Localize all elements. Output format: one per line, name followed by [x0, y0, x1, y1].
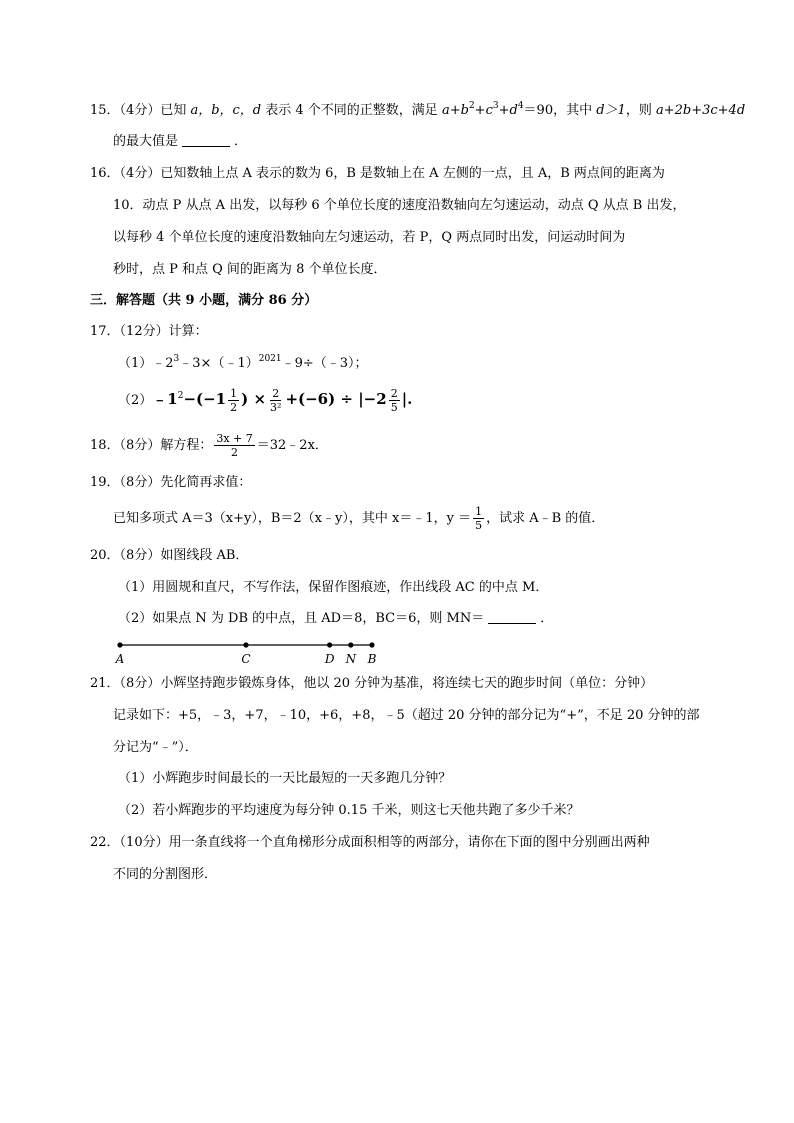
q21-part1: （1）小辉跑步时间最长的一天比最短的一天多跑几分钟？ — [118, 771, 452, 786]
q16-line4: 秒时，点 P 和点 Q 间的距离为 8 个单位长度． — [113, 262, 387, 277]
q19-body — [113, 504, 604, 534]
q17-p2-exp: 2 — [177, 391, 184, 401]
q17-part2 — [118, 384, 412, 416]
section3-heading: 三．解答题（共 9 小题，满分 86 分） — [90, 293, 318, 308]
q15-vars: a，b，c，d — [190, 103, 262, 118]
segment-point-n — [348, 642, 353, 647]
q15-eq-b: +b — [449, 103, 469, 118]
q15-eq-rhs: ＝90，其中 — [523, 103, 597, 118]
q17-p2-label: （2） — [118, 393, 153, 408]
segment-point-a — [117, 642, 122, 647]
q19-body-b: ，试求 A﹣B 的值． — [486, 511, 605, 526]
q20-p2-text: （2）如果点 N 为 DB 的中点，且 AD＝8，BC＝6，则 MN＝ — [118, 611, 485, 626]
segment-label-d: D — [324, 652, 335, 666]
q20-p2-end: ． — [540, 611, 554, 626]
q20-answer-blank — [488, 611, 536, 624]
segment-point-b — [369, 642, 374, 647]
q17-title: 17．（12分）计算： — [90, 324, 208, 339]
q17-p1-a: （1）﹣2 — [118, 356, 174, 371]
q18-frac-num: 3x + 7 — [216, 432, 253, 445]
q18-frac-den: 2 — [231, 446, 239, 459]
q21-part2: （2）若小辉跑步的平均速度为每分钟 0.15 千米，则这七天他共跑了多少千米？ — [118, 803, 580, 818]
q18-title: 18．（8分）解方程： — [90, 438, 213, 453]
q17-p2-frac2 — [268, 387, 283, 414]
q15-exp3: 3 — [492, 101, 499, 111]
q16-line3: 以每秒 4 个单位长度的速度沿数轴向左匀速运动，若 P，Q 两点同时出发，问运动时间为 — [113, 230, 626, 245]
segment-label-n: N — [345, 652, 357, 666]
q19-body-a: 已知多项式 A＝3（x+y），B＝2（x﹣y），其中 x＝﹣1，y ＝ — [113, 511, 472, 526]
q19-frac-den: 5 — [475, 519, 483, 532]
q17-p1-exp1: 3 — [173, 354, 180, 364]
q15-exp4: 4 — [517, 101, 524, 111]
q17-p2-a: ﹣1 — [152, 390, 178, 408]
q21-line1: 21．（8分）小辉坚持跑步锻炼身体，他以 20 分钟为基准，将连续七天的跑步时间（单位：分钟） — [90, 676, 654, 691]
q19-frac-num: 1 — [475, 505, 483, 518]
q19-frac — [473, 505, 484, 532]
q15-eq-d: +d — [498, 103, 518, 118]
q17-p2-frac2-den: 3² — [270, 401, 282, 414]
q20-part1: （1）用圆规和直尺，不写作法，保留作图痕迹，作出线段 AC 的中点 M． — [118, 580, 549, 595]
segment-point-d — [327, 642, 332, 647]
segment-label-c: C — [241, 652, 251, 666]
q17-p2-b: −(−1 — [183, 390, 227, 408]
segment-points — [115, 642, 377, 666]
q17-p1-b: ﹣3×（﹣1） — [179, 356, 259, 371]
q17-p2-frac1-den: 2 — [230, 401, 238, 414]
q17-p2-frac3-den: 5 — [390, 401, 398, 414]
segment-point-c — [243, 642, 248, 647]
q15-text-b: 表示 4 个不同的正整数，满足 — [261, 103, 442, 118]
q15-line2-end: ． — [234, 134, 248, 149]
segment-ab-figure — [112, 636, 382, 666]
q18-rhs: ＝32﹣2x． — [256, 438, 328, 453]
q17-p1-exp2: 2021 — [258, 354, 282, 364]
q15-eq-a: a — [441, 103, 450, 118]
q17-part1 — [118, 355, 368, 373]
q15-eq-c: +c — [474, 103, 493, 118]
q15-line2 — [113, 133, 247, 151]
q17-p2-c: ) × — [241, 390, 267, 408]
q16-line2: 10．动点 P 从点 A 出发，以每秒 6 个单位长度的速度沿数轴向左匀速运动，动点 Q 从点 B 出发， — [113, 198, 686, 213]
q20-title: 20．（8分）如图线段 AB． — [90, 548, 249, 563]
q16-line1: 16．（4分）已知数轴上点 A 表示的数为 6，B 是数轴上在 A 左侧的一点，且 A，B 两点间的距离为 — [90, 166, 665, 181]
q15-line1 — [90, 102, 745, 120]
q19-title: 19．（8分）先化简再求值： — [90, 475, 252, 490]
q17-p2-d: +(−6) ÷ |−2 — [285, 390, 387, 408]
q15-exp2: 2 — [468, 101, 475, 111]
q15-line2-text: 的最大值是 — [113, 134, 179, 149]
q15-answer-blank — [182, 134, 230, 147]
q21-line3: 分记为“﹣”）． — [113, 740, 198, 755]
q22-line1: 22．（10分）用一条直线将一个直角梯形分成面积相等的两部分，请你在下面的图中分别画出两种 — [90, 835, 650, 850]
q17-p1-c: ﹣9÷（﹣3）； — [281, 356, 368, 371]
q18-line — [90, 431, 328, 461]
q17-p2-frac3-num: 2 — [390, 387, 398, 400]
q17-p2-frac1-num: 1 — [230, 387, 238, 400]
q15-expr: a+2b+3c+4d — [655, 103, 746, 118]
segment-label-b: B — [367, 652, 377, 666]
q18-frac — [214, 432, 254, 459]
q17-p2-e: |. — [401, 390, 413, 408]
q15-text-c: ，则 — [625, 103, 656, 118]
q21-line2: 记录如下：+5，﹣3，+7，﹣10，+6，+8，﹣5（超过 20 分钟的部分记为“+”，不足 20 分钟的部 — [113, 708, 700, 723]
q15-cond: d＞1 — [596, 103, 626, 118]
q17-p2-frac3 — [389, 387, 400, 414]
q17-p2-frac2-num: 2 — [272, 387, 280, 400]
q22-line2: 不同的分割图形． — [113, 867, 218, 882]
q17-p2-frac1 — [228, 387, 239, 414]
q20-part2 — [118, 610, 553, 628]
q15-text-a: 15．（4分）已知 — [90, 103, 191, 118]
segment-label-a: A — [115, 652, 125, 666]
